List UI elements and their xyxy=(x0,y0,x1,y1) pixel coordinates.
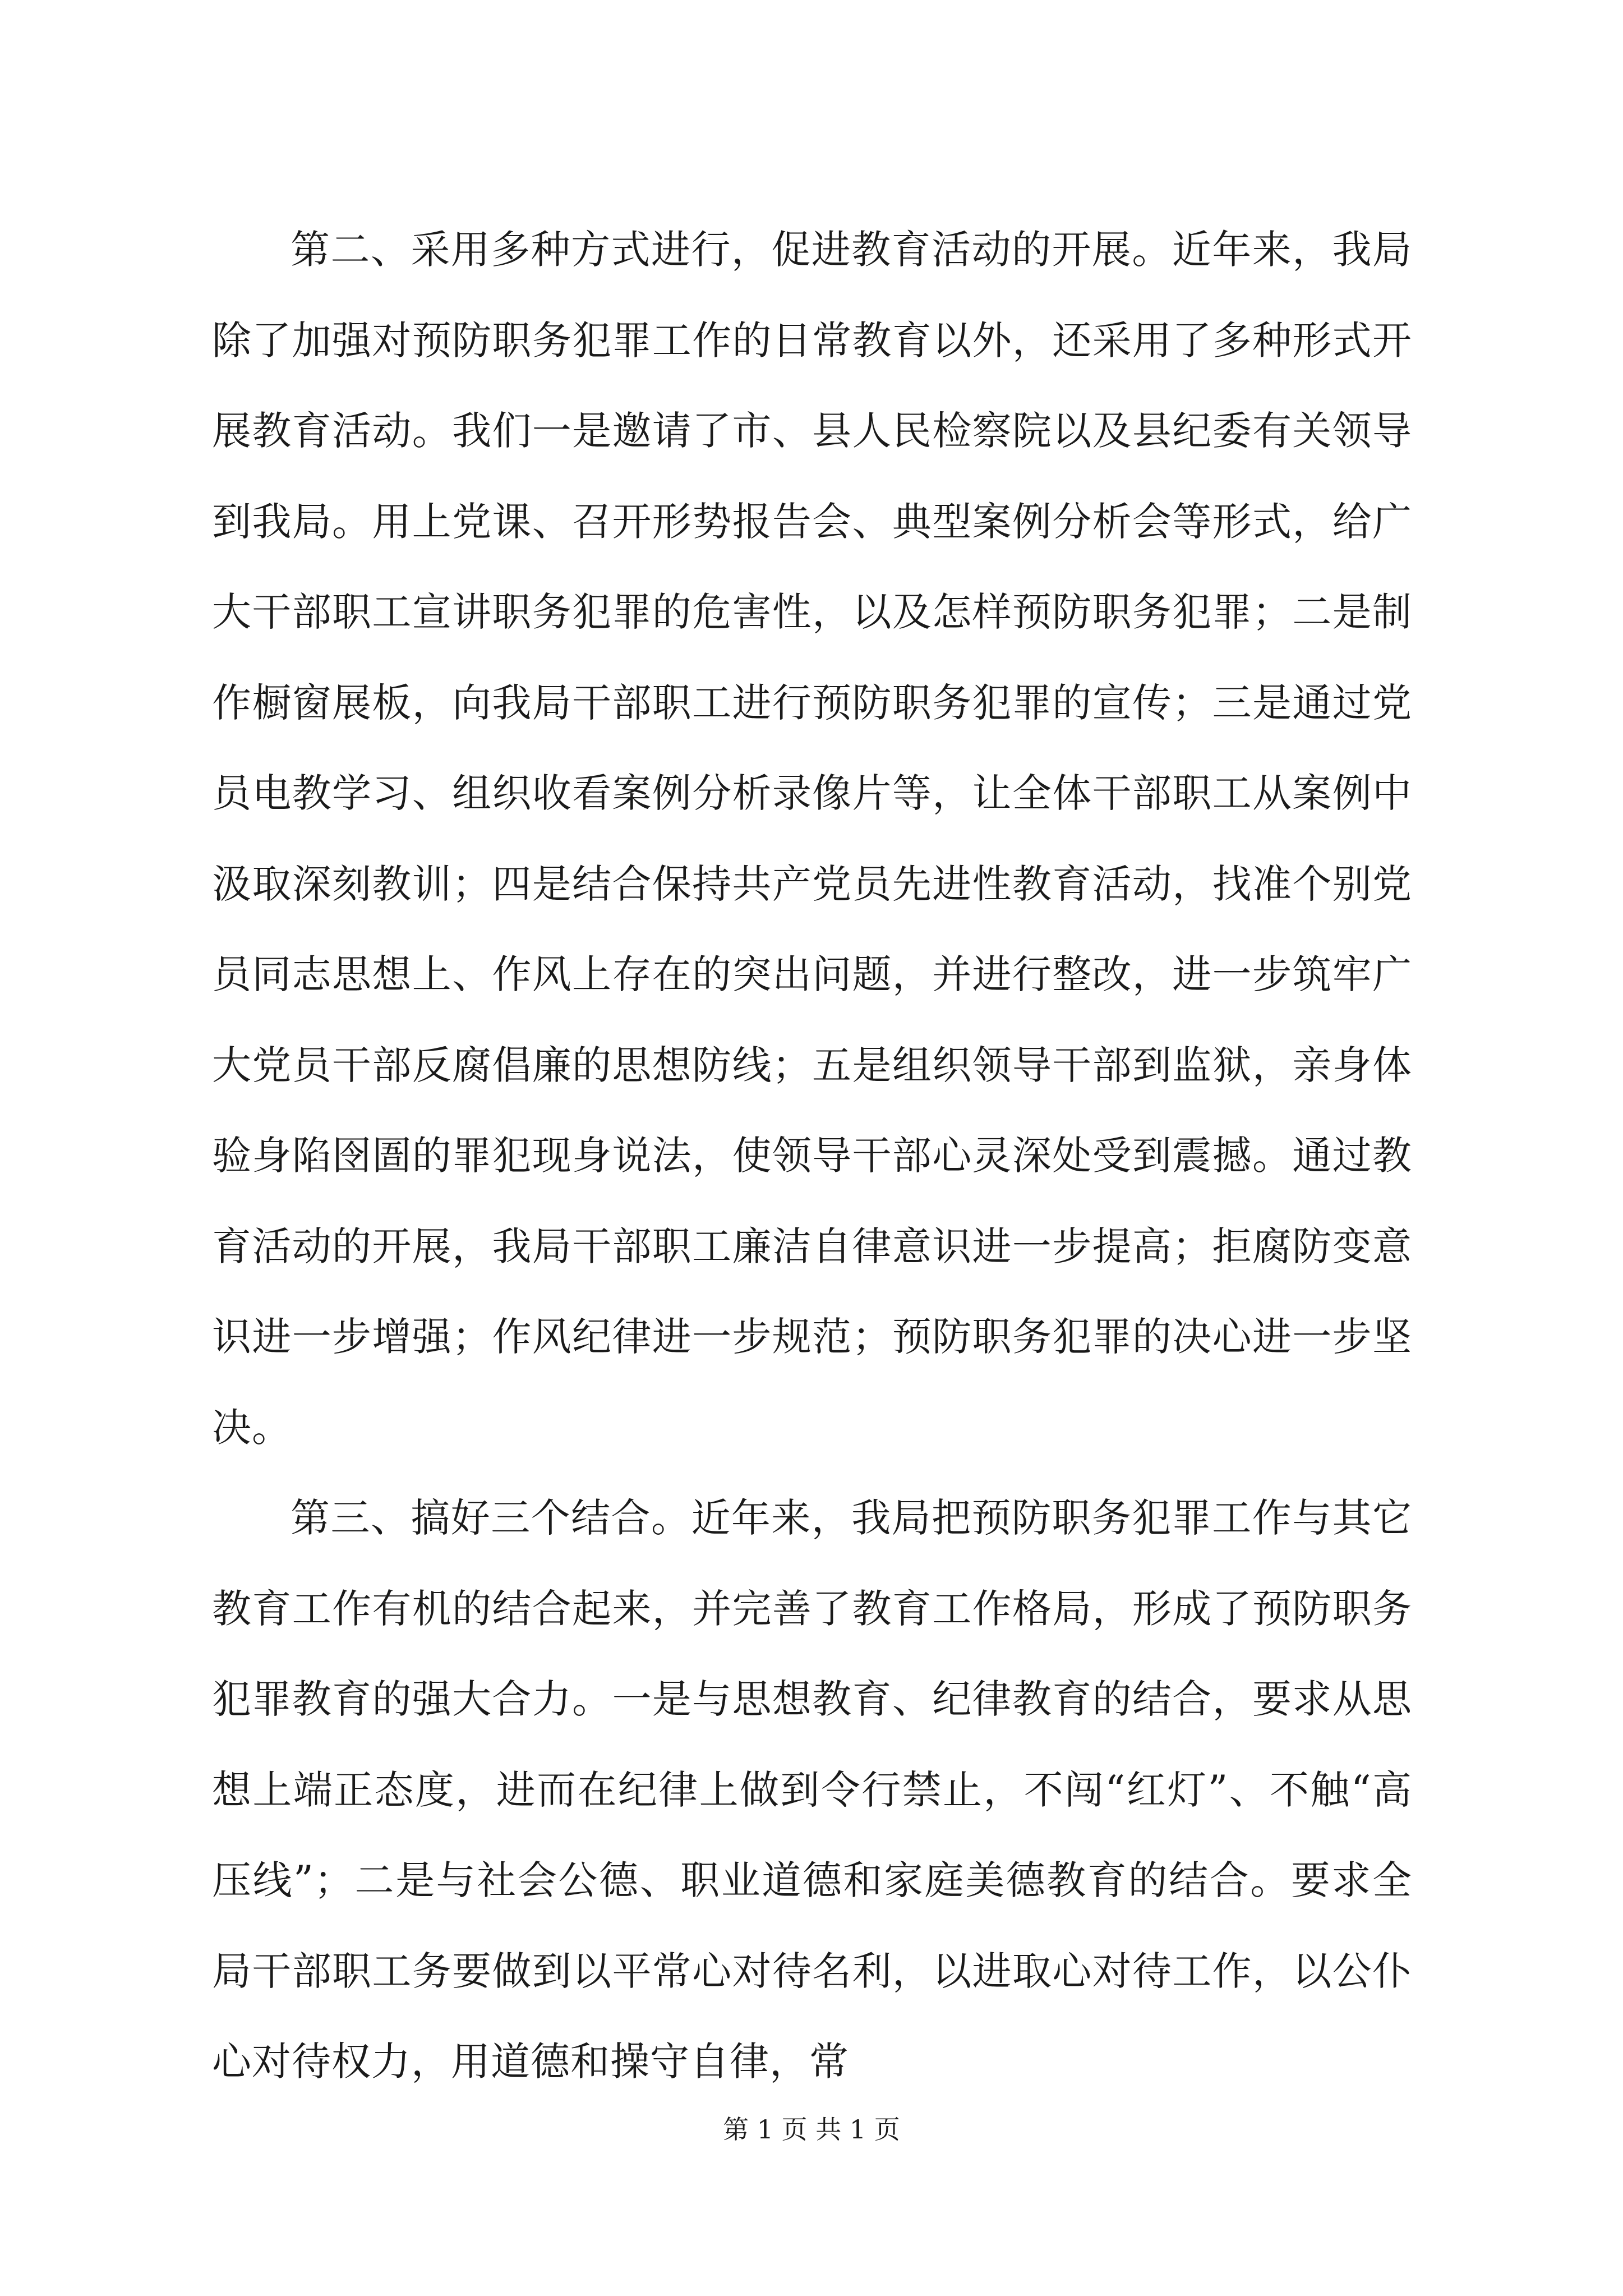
document-body xyxy=(212,205,1412,2108)
paragraph-section-three: 第三、搞好三个结合。近年来，我局把预防职务犯罪工作与其它教育工作有机的结合起来，并完善了教育工作格局，形成了预防职务犯罪教育的强大合力。一是与思想教育、纪律教育的结合，要求从思想上端正态度，进而在纪律上做到令行禁止，不闯“红灯”、不触“高压线”；二是与社会公德、职业道德和家庭美德教育的结合。要求全局干部职工务要做到以平常心对待名利，以进取心对待工作，以公仆心对待权力，用道德和操守自律，常 xyxy=(212,1495,1412,2085)
page-footer: 第 1 页 共 1 页 xyxy=(723,2114,900,2145)
paragraph-section-two: 第二、采用多种方式进行，促进教育活动的开展。近年来，我局除了加强对预防职务犯罪工作的日常教育以外，还采用了多种形式开展教育活动。我们一是邀请了市、县人民检察院以及县纪委有关领导到我局。用上党课、召开形势报告会、典型案例分析会等形式，给广大干部职工宣讲职务犯罪的危害性，以及怎样预防职务犯罪；二是制作橱窗展板，向我局干部职工进行预防职务犯罪的宣传；三是通过党员电教学习、组织收看案例分析录像片等，让全体干部职工从案例中汲取深刻教训；四是结合保持共产党员先进性教育活动，找准个别党员同志思想上、作风上存在的突出问题，并进行整改，进一步筑牢广大党员干部反腐倡廉的思想防线；五是组织领导干部到监狱，亲身体验身陷囹圄的罪犯现身说法，使领导干部心灵深处受到震撼。通过教育活动的开展，我局干部职工廉洁自律意识进一步提高；拒腐防变意识进一步增强；作风纪律进一步规范；预防职务犯罪的决心进一步坚决。 xyxy=(212,227,1412,1451)
